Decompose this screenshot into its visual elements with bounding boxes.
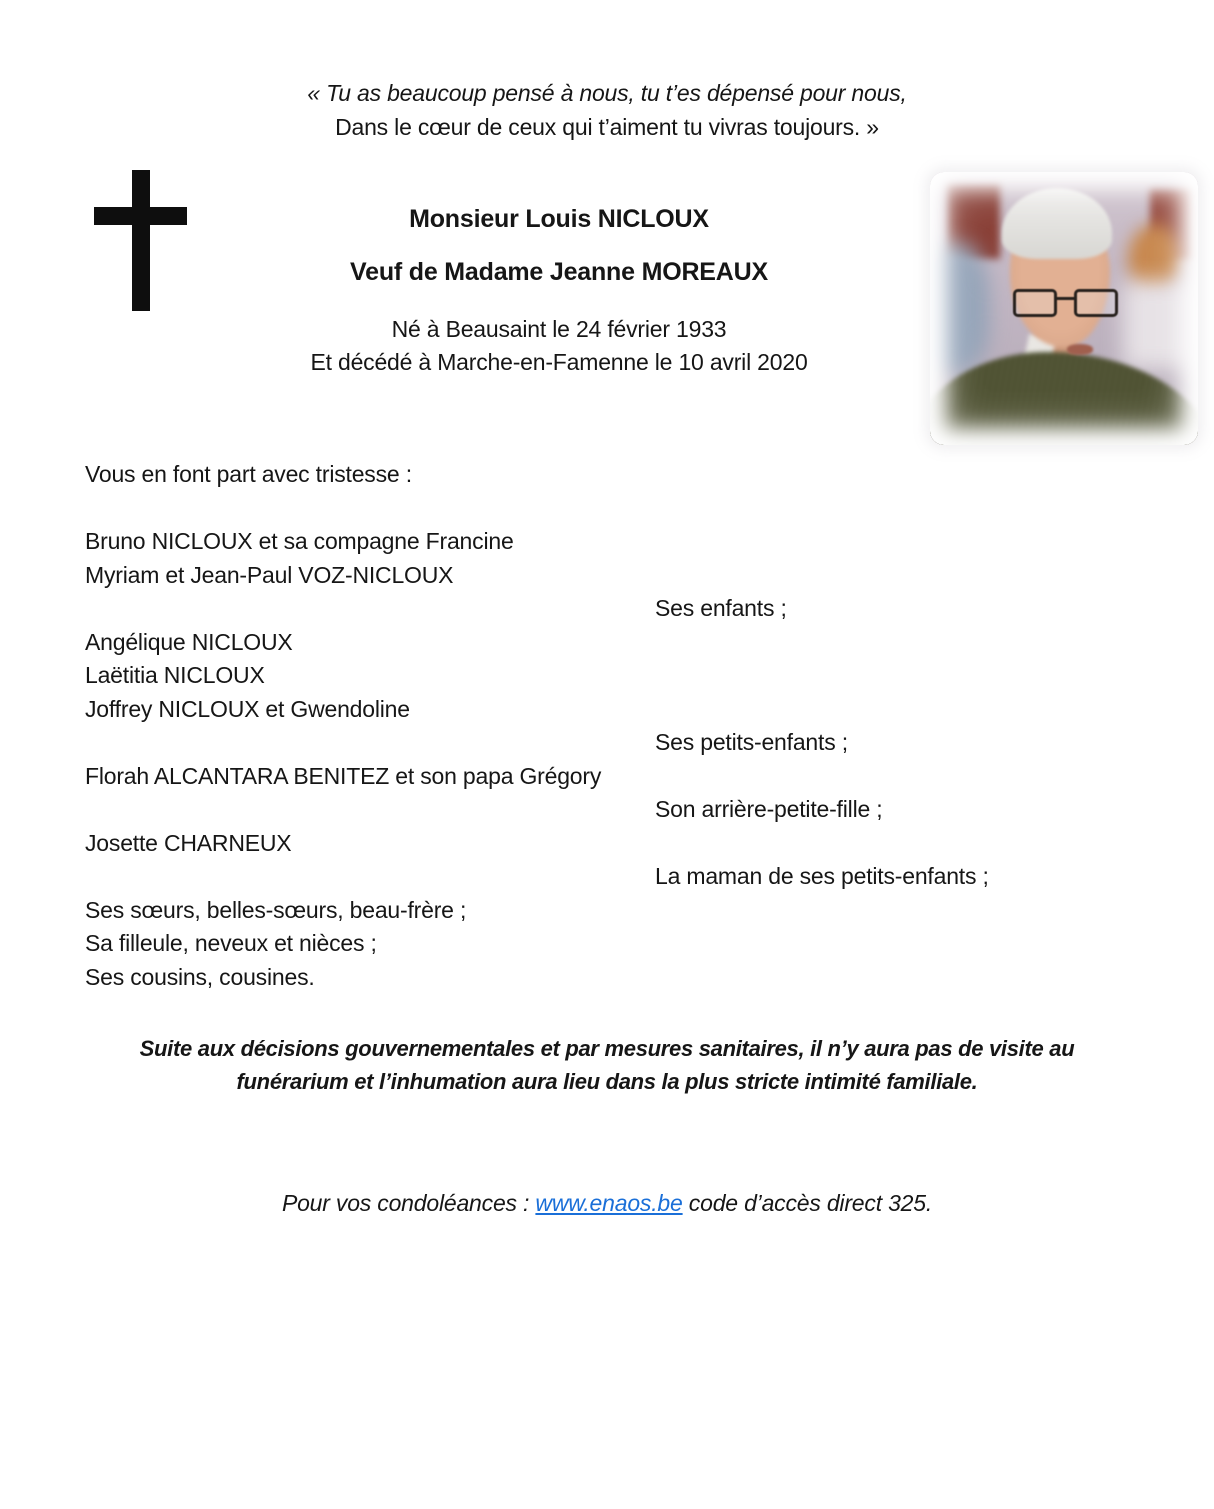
relationship-label: Ses petits-enfants ; [655,729,848,755]
condolences-link[interactable]: www.enaos.be [535,1190,683,1216]
condolences-suffix: code d’accès direct 325. [682,1190,933,1216]
family-names-line: Bruno NICLOUX et sa compagne Francine [85,528,514,554]
memorial-quote-line1: « Tu as beaucoup pensé à nous, tu t’es dépensé pour nous, [307,80,907,106]
memorial-quote-line2: Dans le cœur de ceux qui t’aiment tu vivras toujours. » [335,114,879,140]
birth-line: Né à Beausaint le 24 février 1933 [391,316,727,342]
condolences-line [0,1190,1214,1217]
family-names-line: Ses sœurs, belles-sœurs, beau-frère ; [85,896,467,923]
family-names-line: Myriam et Jean-Paul VOZ-NICLOUX [85,561,454,588]
portrait-photo [930,172,1198,445]
family-names-line: Laëtitia NICLOUX [85,662,265,688]
announcement-intro: Vous en font part avec tristesse : [85,461,412,487]
relationship-label: Ses enfants ; [655,595,787,621]
relationship-label: Son arrière-petite-fille ; [655,796,883,822]
memorial-quote [0,76,1214,144]
death-line: Et décédé à Marche-en-Famenne le 10 avril 2020 [310,349,808,375]
family-names-line: Sa filleule, neveux et nièces ; [85,930,377,956]
family-names-line: Josette CHARNEUX [85,829,292,856]
announcement-body [85,458,1145,994]
photo-feathered-edge [930,172,1198,445]
sanitary-notice-line1: Suite aux décisions gouvernementales et par mesures sanitaires, il n’y aura pas de visite au [139,1036,1075,1061]
sanitary-notice-line2: funérarium et l’inhumation aura lieu dans la plus stricte intimité familiale. [236,1069,978,1094]
family-names-line: Ses cousins, cousines. [85,963,315,990]
family-list [85,525,1145,994]
deceased-name: Monsieur Louis NICLOUX [409,205,709,233]
sanitary-notice [0,1032,1214,1098]
family-names-line: Florah ALCANTARA BENITEZ et son papa Grégory [85,762,602,789]
relationship-label: La maman de ses petits-enfants ; [655,863,989,889]
family-names-line: Joffrey NICLOUX et Gwendoline [85,695,410,722]
spacer-line [85,492,1145,526]
family-names-line: Angélique NICLOUX [85,628,293,655]
condolences-prefix: Pour vos condoléances : [281,1190,536,1216]
widower-line: Veuf de Madame Jeanne MOREAUX [350,258,768,286]
